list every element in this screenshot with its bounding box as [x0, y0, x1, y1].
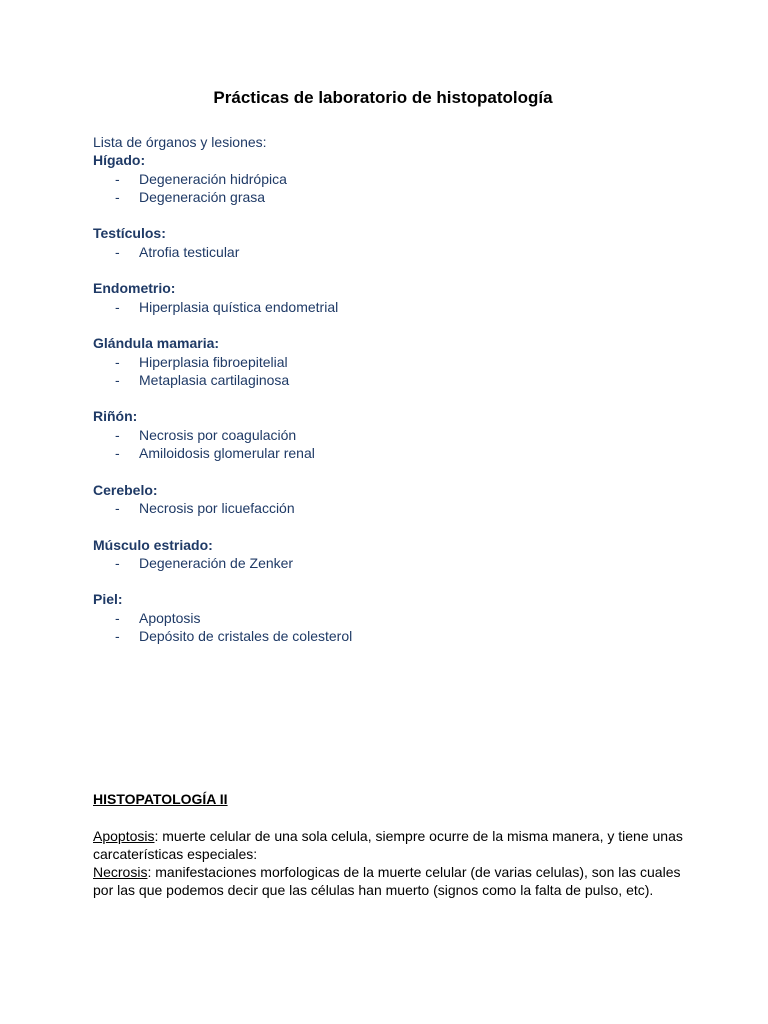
lesion-list [93, 609, 693, 646]
list-dash: - [115, 371, 120, 388]
definition-text: : muerte celular de una sola celula, siempre ocurre de la misma manera, y tiene unas carcaterísticas especiales: [93, 827, 683, 862]
lesion-label: Degeneración grasa [139, 188, 266, 205]
list-item [93, 554, 693, 572]
definition-text: : manifestaciones morfologicas de la muerte celular (de varias celulas), son las cuales por las que podemos decir que las células han muerto (signos como la falta de pulso, etc). [93, 864, 681, 899]
organ-group-rinon [93, 407, 693, 462]
lesion-label: Necrosis por coagulación [139, 426, 297, 443]
organ-group-higado [93, 151, 693, 206]
lesion-list [93, 298, 693, 316]
list-item [93, 627, 693, 645]
definition-apoptosis [93, 827, 683, 864]
lesion-label: Amiloidosis glomerular renal [139, 445, 315, 462]
organ-heading: Testículos: [93, 225, 166, 242]
list-item [93, 298, 693, 316]
section-heading: HISTOPATOLOGÍA II [93, 791, 228, 807]
list-item [93, 353, 693, 371]
organ-lesion-list [93, 133, 693, 664]
organ-heading: Cerebelo: [93, 481, 158, 498]
list-item [93, 243, 693, 261]
lesion-label: Hiperplasia quística endometrial [139, 298, 339, 315]
lesion-label: Metaplasia cartilaginosa [139, 371, 290, 388]
list-dash: - [115, 445, 120, 462]
list-dash: - [115, 609, 120, 626]
list-dash: - [115, 353, 120, 370]
organ-group-testiculos [93, 224, 693, 261]
list-dash: - [115, 499, 120, 516]
list-item [93, 426, 693, 444]
lesion-list [93, 499, 693, 517]
list-item [93, 444, 693, 462]
list-dash: - [115, 426, 120, 443]
document-title: Prácticas de laboratorio de histopatología [213, 88, 553, 107]
lesion-label: Atrofia testicular [139, 243, 240, 260]
lesion-label: Degeneración hidrópica [139, 170, 287, 187]
list-dash: - [115, 170, 120, 187]
lesion-list [93, 426, 693, 463]
lesion-list [93, 170, 693, 207]
lesion-label: Necrosis por licuefacción [139, 499, 295, 516]
list-dash: - [115, 628, 120, 645]
list-item [93, 188, 693, 206]
list-item [93, 170, 693, 188]
list-dash: - [115, 243, 120, 260]
list-intro: Lista de órganos y lesiones: [93, 134, 267, 150]
definition-necrosis [93, 863, 683, 900]
organ-group-piel [93, 590, 693, 645]
definition-term: Apoptosis [93, 827, 155, 844]
definition-term: Necrosis [93, 864, 148, 881]
lesion-label: Hiperplasia fibroepitelial [139, 353, 288, 370]
list-dash: - [115, 188, 120, 205]
list-dash: - [115, 298, 120, 315]
histopathology-ii-section [93, 790, 683, 900]
organ-heading: Glándula mamaria: [93, 335, 220, 352]
list-dash: - [115, 554, 120, 571]
organ-group-glandula-mamaria [93, 334, 693, 389]
organ-group-cerebelo [93, 481, 693, 518]
organ-heading: Hígado: [93, 152, 146, 169]
list-item [93, 499, 693, 517]
list-item [93, 609, 693, 627]
organ-heading: Endometrio: [93, 280, 176, 297]
lesion-list [93, 243, 693, 261]
organ-heading: Piel: [93, 591, 123, 608]
lesion-label: Degeneración de Zenker [139, 554, 294, 571]
lesion-list [93, 353, 693, 390]
lesion-label: Apoptosis [139, 609, 201, 626]
lesion-list [93, 554, 693, 572]
organ-group-endometrio [93, 279, 693, 316]
lesion-label: Depósito de cristales de colesterol [139, 628, 353, 645]
organ-heading: Riñón: [93, 408, 138, 425]
organ-group-musculo-estriado [93, 536, 693, 573]
organ-heading: Músculo estriado: [93, 536, 213, 553]
list-item [93, 371, 693, 389]
